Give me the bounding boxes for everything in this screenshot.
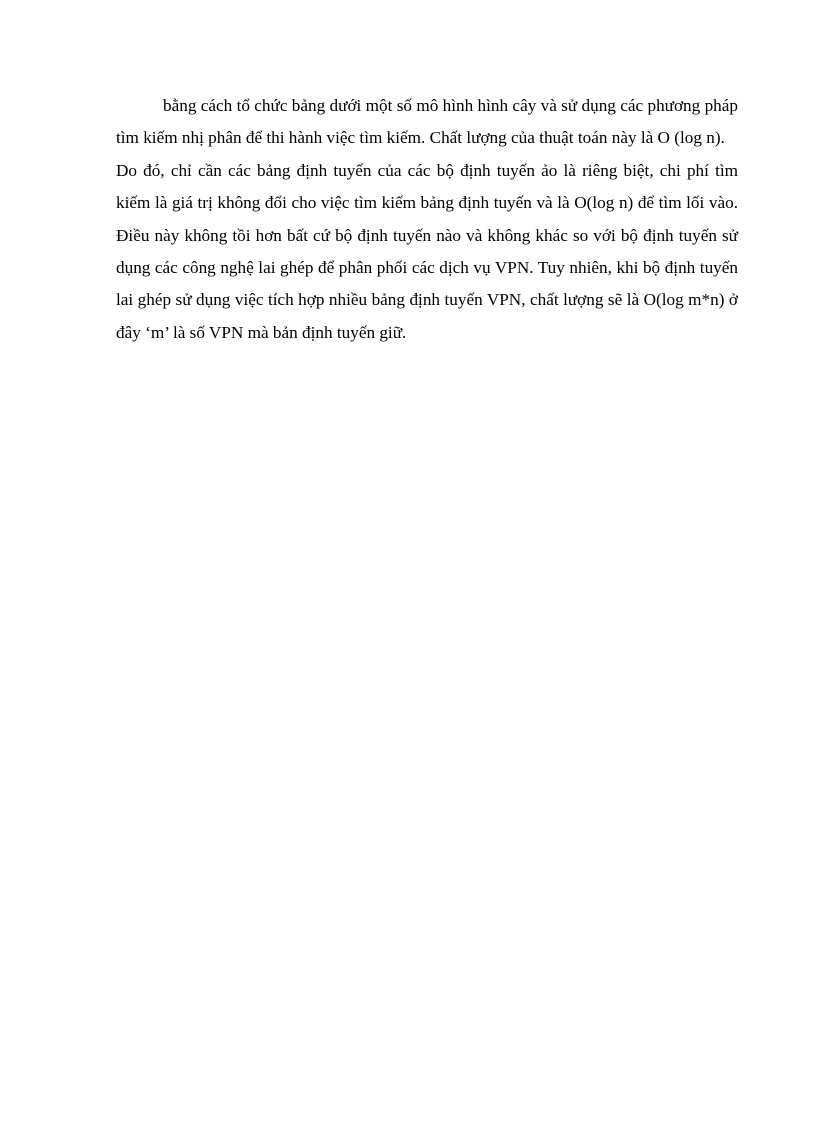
paragraph-1: bằng cách tổ chức bảng dưới một số mô hình hình cây và sử dụng các phương pháp tìm kiếm nhị phân để thi hành việc tìm kiếm. Chất lượng của thuật toán này là O (log n). <box>116 96 738 148</box>
paragraph-2: Do đó, chỉ cần các bảng định tuyến của các bộ định tuyến ảo là riêng biệt, chi phí tìm kiếm là giá trị không đổi cho việc tìm kiếm bảng định tuyến và là O(log n) để tìm lối vào. Điều này không tồi hơn bất cứ bộ định tuyến nào và không khác so với bộ định tuyến sử dụng các công nghệ lai ghép để phân phối các dịch vụ VPN. Tuy nhiên, khi bộ định tuyến lai ghép sử dụng việc tích hợp nhiều bảng định tuyến VPN, chất lượng sẽ là O(log m*n) ở đây ‘m’ là số VPN mà bản định tuyến giữ. <box>116 160 738 342</box>
body-text <box>116 90 738 349</box>
